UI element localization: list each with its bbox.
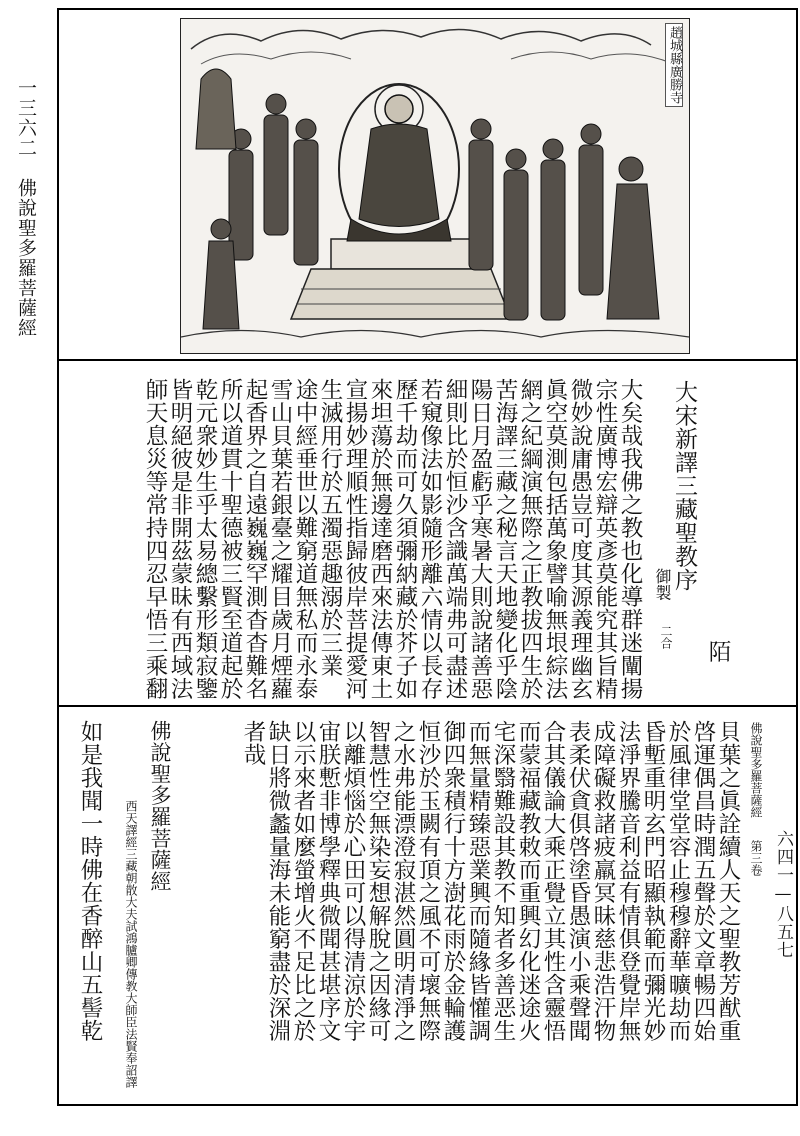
continuation-column: 法淨界騰音利益有情俱登覺岸無 — [615, 720, 641, 1042]
preface-note: 二合 — [659, 625, 673, 649]
preface-column: 網之紀綱演無際之正教拔四生於 — [517, 378, 543, 700]
continuation-column: 缺日將微蠡量海未能窮盡於深淵 — [265, 720, 291, 1042]
continuation-column: 宙朕慙非博學釋典微聞甚堪序文 — [315, 720, 341, 1042]
preface-column: 所以道貫十聖德被三賢至道起於 — [217, 378, 243, 700]
continuation-column: 而蒙福藏教敕而重興幻化迷途火 — [515, 720, 541, 1042]
preface-column: 陽日月盈虧乎寒暑大則說諸善惡 — [467, 378, 493, 700]
frontispiece-illustration — [180, 18, 690, 354]
section-margin-note: 第三卷 — [749, 840, 763, 876]
catalog-number: 一三六二 — [15, 78, 37, 158]
preface-mark: 陌 — [705, 640, 731, 663]
sutra-opening-line: 如是我聞一時佛在香醉山五髻乾 — [77, 720, 103, 1042]
preface-column: 起香界之自遠巍巍罕測杳杳難名 — [242, 378, 268, 700]
preface-column: 宣揚妙理順性指歸彼岸菩提愛河 — [342, 378, 368, 700]
section-running-header: 佛說聖多羅菩薩經 — [749, 722, 763, 818]
buddha-assembly-illustration — [181, 19, 689, 353]
preface-column: 歷千劫而可久須彌納藏於芥子如 — [392, 378, 418, 700]
preface-column: 大矣哉我佛之教也化導群迷闡揚 — [617, 378, 643, 700]
translator-line: 西天譯經三藏朝散大夫試鴻臚卿傳教大師臣法賢奉詔譯 — [124, 800, 138, 1088]
continuation-column: 御四衆積行十方澍花雨於金輪護 — [440, 720, 466, 1042]
continuation-column: 而無量精臻惡業興而隨緣皆懽調 — [465, 720, 491, 1042]
continuation-column: 以離煩惱於心田可以得清涼於宇 — [340, 720, 366, 1042]
preface-column: 細則比於恒沙含識萬端弗可盡述 — [442, 378, 468, 700]
preface-column: 途中經垂世以難窮道無私而永泰 — [292, 378, 318, 700]
continuation-column: 宅深翳難設其教不知者多善恶生 — [490, 720, 516, 1042]
continuation-column: 恒沙於玉闕有頂之風不可壞無際 — [415, 720, 441, 1042]
preface-column: 乾元衆妙生乎太易總繫形類寂鑒 — [192, 378, 218, 700]
sutra-title: 佛說聖多羅菩薩經 — [148, 720, 172, 892]
preface-column: 微妙說庸愚豈可度其源義理幽玄 — [567, 378, 593, 700]
preface-column: 來坦蕩於無邊達磨西來法傳東土 — [367, 378, 393, 700]
preface-heading: 大宋新譯三藏聖教序 — [671, 380, 697, 592]
preface-column: 眞空莫測包括萬象譬喻無垠綜法 — [542, 378, 568, 700]
preface-column: 皆明絕彼是非開茲蒙昧有西域法 — [167, 378, 193, 700]
continuation-column: 貝葉之眞詮續人天之聖教芳猷重 — [715, 720, 741, 1042]
continuation-column: 昏塹重明玄門昭顯執範而彌光妙 — [640, 720, 666, 1042]
continuation-column: 合其儀論大乘正覺立其性含靈悟 — [540, 720, 566, 1042]
preface-column: 若窺像法如影隨形離六情以長存 — [417, 378, 443, 700]
preface-column: 苦海譯三藏之秘言天地變化乎陰 — [492, 378, 518, 700]
preface-column: 雪山貝葉若銀臺之耀目歲月煙蘿 — [267, 378, 293, 700]
continuation-column: 以示來者如麼螢增火不足比之於 — [290, 720, 316, 1042]
section-divider-top — [57, 359, 798, 361]
page-number: 六四一—八五七 — [773, 830, 793, 959]
continuation-column: 表柔伏貪俱啓塗昏愚演小乘聲聞 — [565, 720, 591, 1042]
continuation-column: 啓運偶昌時潤五聲於文章暢四始 — [690, 720, 716, 1042]
continuation-column: 之水弗能漂澄寂湛然圓明清淨之 — [390, 720, 416, 1042]
preface-column: 生滅用行於五濁惡趣溺於三業 — [317, 378, 343, 677]
continuation-column: 成障礙救諸疲羸冥昧慈悲浩汗物 — [590, 720, 616, 1042]
continuation-column: 智慧性空無染妄想解脫之因緣可 — [365, 720, 391, 1042]
illustration-caption: 趙城縣廣勝寺 — [665, 23, 683, 107]
preface-column: 師天息災等常持四忍早悟三乘翻 — [142, 378, 168, 700]
continuation-column: 於風律堂堂容止穆穆辭華曠劫而 — [665, 720, 691, 1042]
section-divider-bottom — [57, 705, 798, 707]
continuation-column: 者哉 — [240, 720, 266, 766]
preface-column: 宗性廣博宏辯英彥莫能究其旨精 — [592, 378, 618, 700]
sutra-side-title: 佛說聖多羅菩薩經 — [15, 178, 37, 338]
preface-author: 御製 — [653, 568, 672, 601]
